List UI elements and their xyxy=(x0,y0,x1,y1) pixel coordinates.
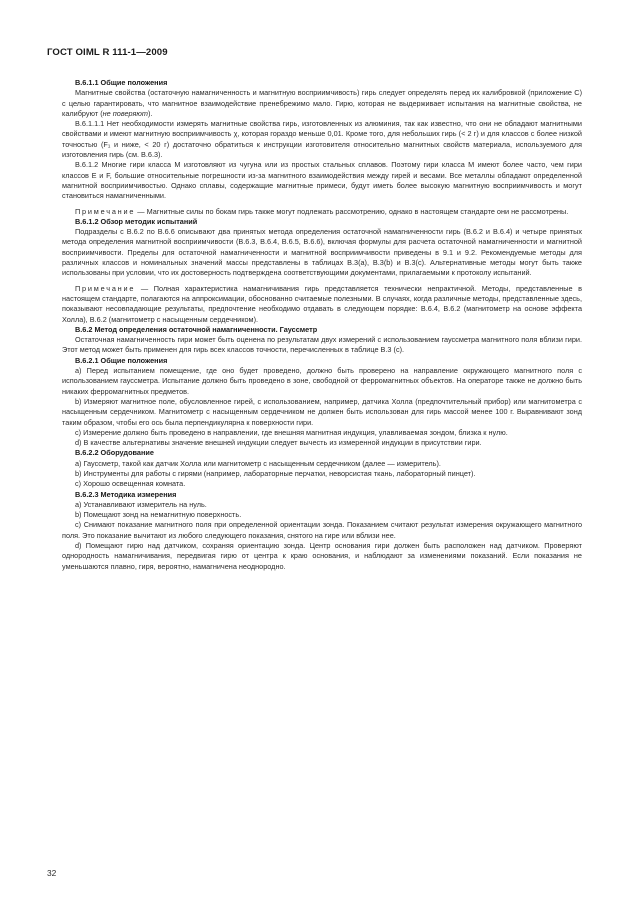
section-heading-b623: B.6.2.3 Методика измерения xyxy=(75,489,177,499)
paragraph-text: ). xyxy=(148,108,153,118)
list-item: с) Хорошо освещенная комната. xyxy=(75,479,186,489)
italic-text: не поверяют xyxy=(102,108,148,118)
note-label: Примечание xyxy=(75,283,136,293)
section-heading-b612: B.6.1.2 Обзор методик испытаний xyxy=(75,216,198,226)
list-item: с) Измерение должно быть проведено в направлении, где внешняя магнитная индукция, улавливаемая зондом, близка к нулю. xyxy=(75,427,508,437)
section-heading-b621: B.6.2.1 Общие положения xyxy=(75,355,168,365)
paragraph: Подразделы с В.6.2 по В.6.6 описывают два принятых метода определения остаточной намагниченности гирь (В.6.2 и В.6.4) и четыре принятых метода определения магнитной восприимчивости (В.6.3, В.6.4, В.6.5, В.6.6), включая формулы для расчета остаточной намагниченности и магнитной восприимчивости. Пределы для остаточной намагниченности и магнитной восприимчивости приведены в 9.1 и 9.2. Рекомендуемые методы для различных классов и номинальных значений массы представлены в таблицах В.3(а), В.3(b) и В.3(с). Альтернативные методы могут быть также использованы при условии, что их достоверность подтверждена соответствующими документами, прилагаемыми к протоколу испытаний. xyxy=(62,227,582,278)
paragraph xyxy=(62,88,582,119)
list-item: b) Инструменты для работы с гирями (например, лабораторные перчатки, неворсистая ткань, лабораторный пинцет). xyxy=(75,468,476,478)
list-item: с) Снимают показание магнитного поля при определенной ориентации зонда. Показанием считают результат измерения окружающего магнитного поля. Это показание вычитают из любого следующего показания, снятого на гире или вблизи нее. xyxy=(62,520,582,540)
paragraph: B.6.1.2 Многие гири класса М изготовляют из чугуна или из простых стальных сплавов. Поэтому гири класса М имеют более часто, чем гири классов Е и F, большие относительные погрешности из-за магнитного взаимодействия между гирей и весами. Все металлы обладают определенной магнитной восприимчивостью. Однако сплавы, содержащие магнитные примеси, будут иметь более высокую магнитную восприимчивость и могут становиться намагниченными. xyxy=(62,160,582,201)
paragraph-text: Магнитные свойства (остаточную намагниченность и магнитную восприимчивость) гирь следует определять перед их калибровкой (приложение С) с целью гарантировать, что магнитное взаимодействие пренебрежимо мало. Гирю, которая не выдерживает испытания на магнитные свойства, не калибруют ( xyxy=(62,88,582,118)
section-heading-b62: B.6.2 Метод определения остаточной намагниченности. Гауссметр xyxy=(75,324,318,334)
section-heading-b622: B.6.2.2 Оборудование xyxy=(75,448,154,458)
page-number: 32 xyxy=(47,868,57,878)
note-label: Примечание xyxy=(75,206,136,216)
list-item: а) Перед испытанием помещение, где оно будет проведено, должно быть проверено на направление окружающего магнитного поля с использованием гауссметра. Испытание должно быть проведено в зоне, свободной от ферромагнитных объектов. На операторе также не должно быть никаких ферромагнитных предметов. xyxy=(62,366,582,396)
document-body xyxy=(62,78,582,572)
list-item: b) Измеряют магнитное поле, обусловленное гирей, с использованием, например, датчика Холла (предпочтительный прибор) или магнитометра с насыщенным сердечником. Магнитометр с насыщенным сердечником не должен быть использован для гирь массой менее 100 г. Выравнивают зонд таким образом, чтобы его ось была перпендикулярна к поверхности гири. xyxy=(62,396,582,427)
note xyxy=(62,284,582,325)
paragraph: B.6.1.1.1 Нет необходимости измерять магнитные свойства гирь, изготовленных из алюминия, так как известно, что они не обладают магнитными свойствами и имеют магнитную восприимчивость χ, которая гораздо меньше 0,01. Кроме того, для небольших гирь (< 2 г) и для классов с более низкой точностью (F₁ и ниже, < 20 г) достаточно обратиться к инструкции изготовителя относительно магнитных свойств материала, используемого для изготовления гирь (см. В.6.3). xyxy=(62,119,582,160)
list-item: d) Помещают гирю над датчиком, сохраняя ориентацию зонда. Центр основания гири должен быть расположен над датчиком. Проверяют однородность намагничивания, передвигая гирю от центра к краю основания, и наблюдают за изменениями показаний. Если показания не уменьшаются плавно, гиря, вероятно, намагничена неоднородно. xyxy=(62,541,582,571)
paragraph: Остаточная намагниченность гири может быть оценена по результатам двух измерений с использованием гауссметра магнитного поля вблизи гири. Этот метод может быть применен для гирь всех классов точности, перечисленных в таблице В.3 (с). xyxy=(62,335,582,355)
note xyxy=(62,207,582,217)
list-item: а) Гауссметр, такой как датчик Холла или магнитометр с насыщенным сердечником (далее — измеритель). xyxy=(75,458,441,468)
note-text: — Магнитные силы по бокам гирь также могут подлежать рассмотрению, однако в настоящем стандарте они не рассмотрены. xyxy=(135,206,569,216)
note-text: — Полная характеристика намагничивания гирь представляется технически непрактичной. Методы, представленные в настоящем стандарте, полагаются на аппроксимации, обоснованно считаемые полезными. В случаях, когда различные методы, представленные здесь, показывают несовпадающие результаты, предпочтение необходимо отдавать в следующем порядке: В.6.4, В.6.2 (магнитометр на основе эффекта Холла), В.6.2 (магнитометр с насыщенным сердечником). xyxy=(62,283,582,324)
list-item: d) В качестве альтернативы значение внешней индукции следует вычесть из измеренной индукции в присутствии гири. xyxy=(75,438,482,448)
list-item: а) Устанавливают измеритель на нуль. xyxy=(75,499,207,509)
section-heading-b611: B.6.1.1 Общие положения xyxy=(75,78,168,87)
list-item: b) Помещают зонд на немагнитную поверхность. xyxy=(75,510,242,520)
page-header: ГОСТ OIML R 111-1—2009 xyxy=(47,47,168,58)
